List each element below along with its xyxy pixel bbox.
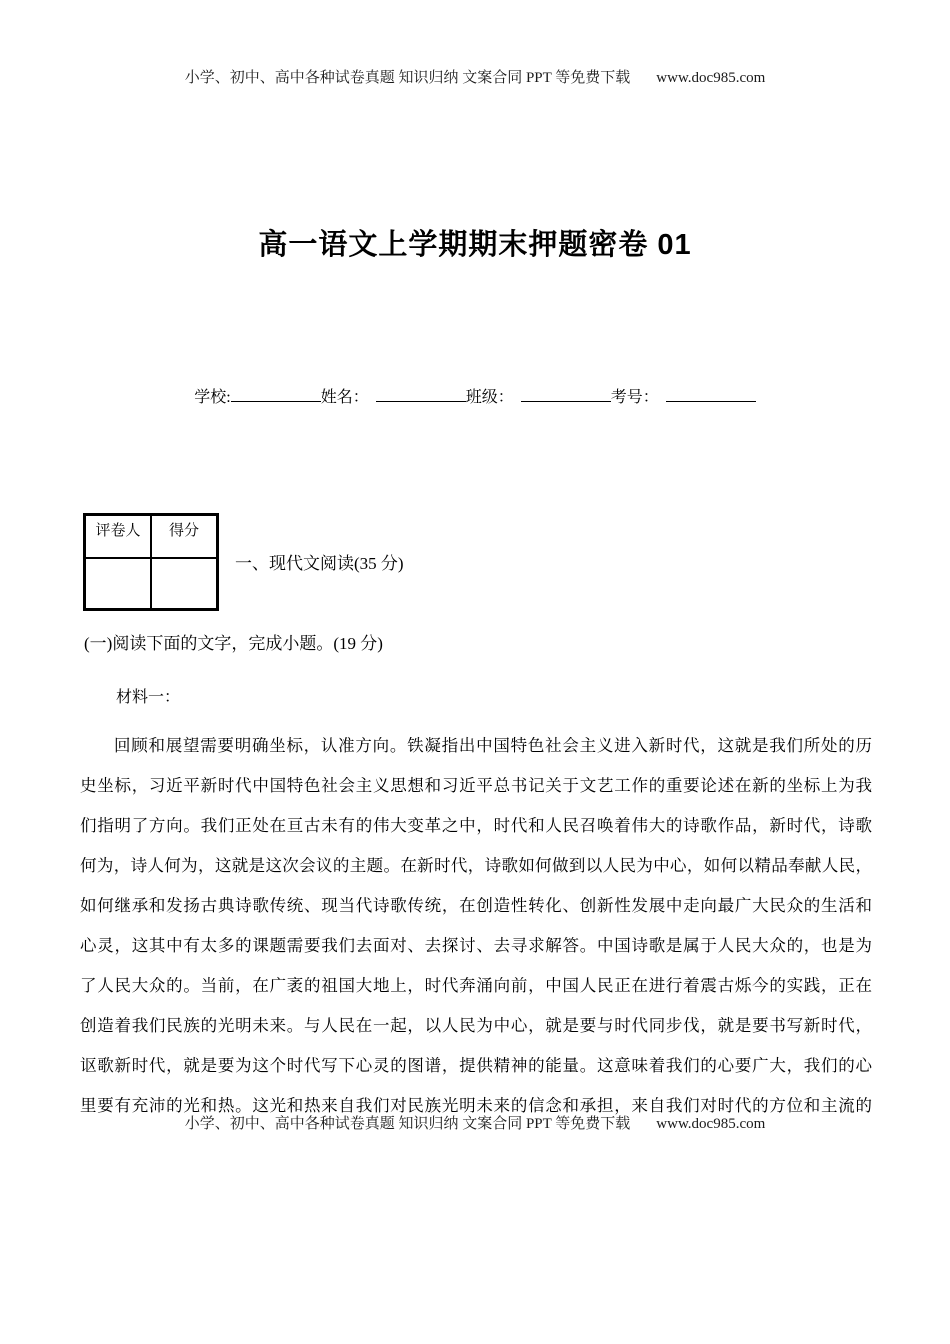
paragraph-line: 如何继承和发扬古典诗歌传统、现当代诗歌传统，在创造性转化、创新性发展中走向最广大民众的生活和 (80, 896, 872, 915)
paragraph-line: 心灵，这其中有太多的课题需要我们去面对、去探讨、去寻求解答。中国诗歌是属于人民大众的，也是为 (80, 936, 872, 955)
class-label: 班级： (465, 389, 514, 406)
score-table-grader-cell (85, 558, 152, 610)
paragraph-line: 里要有充沛的光和热。这光和热来自我们对民族光明未来的信念和承担，来自我们对时代的方位和主流的 (80, 1096, 872, 1115)
material-one-label: 材料一： (116, 689, 181, 706)
material-one-paragraph (80, 726, 872, 1126)
paragraph-line: 讴歌新时代，就是要为这个时代写下心灵的图谱，提供精神的能量。这意味着我们的心要广大，我们的心 (80, 1056, 872, 1075)
class-blank-line (521, 385, 611, 402)
page-footer (0, 1112, 950, 1133)
name-label: 姓名： (320, 389, 369, 406)
school-label: 学校: (194, 389, 231, 406)
paragraph-line: 何为，诗人何为，这就是这次会议的主题。在新时代，诗歌如何做到以人民为中心，如何以精品奉献人民， (80, 856, 872, 875)
score-table (83, 513, 219, 611)
paragraph-line: 创造着我们民族的光明未来。与人民在一起，以人民为中心，就是要与时代同步伐，就是要书写新时代， (80, 1016, 872, 1035)
paragraph-line: 史坐标，习近平新时代中国特色社会主义思想和习近平总书记关于文艺工作的重要论述在新的坐标上为我 (80, 776, 872, 795)
footer-site-url: www.doc985.com (656, 1116, 766, 1132)
subsection-heading: (一)阅读下面的文字，完成小题。(19 分) (84, 634, 383, 653)
header-promo-text: 小学、初中、高中各种试卷真题 知识归纳 文案合同 PPT 等免费下载 (184, 70, 631, 86)
page-header (0, 66, 950, 87)
name-blank-line (376, 385, 466, 402)
header-site-url: www.doc985.com (656, 70, 766, 86)
paragraph-line: 们指明了方向。我们正处在亘古未有的伟大变革之中，时代和人民召唤着伟大的诗歌作品，新时代，诗歌 (80, 816, 872, 835)
score-table-header-score: 得分 (151, 515, 218, 559)
page-title: 高一语文上学期期末押题密卷 01 (258, 229, 692, 261)
score-table-header-grader: 评卷人 (85, 515, 152, 559)
score-table-score-cell (151, 558, 218, 610)
section-heading-modern-reading: 一、现代文阅读(35 分) (235, 554, 404, 573)
score-table-blank-row (85, 558, 218, 610)
footer-promo-text: 小学、初中、高中各种试卷真题 知识归纳 文案合同 PPT 等免费下载 (184, 1116, 631, 1132)
student-info-line (0, 384, 950, 407)
paragraph-line: 了人民大众的。当前，在广袤的祖国大地上，时代奔涌向前，中国人民正在进行着震古烁今的实践，正在 (80, 976, 872, 995)
score-table-header-row (85, 515, 218, 559)
school-blank-line (231, 385, 321, 402)
exam-no-blank-line (666, 385, 756, 402)
exam-no-label: 考号： (610, 389, 659, 406)
paragraph-line: 回顾和展望需要明确坐标，认准方向。铁凝指出中国特色社会主义进入新时代，这就是我们所处的历 (114, 736, 872, 755)
